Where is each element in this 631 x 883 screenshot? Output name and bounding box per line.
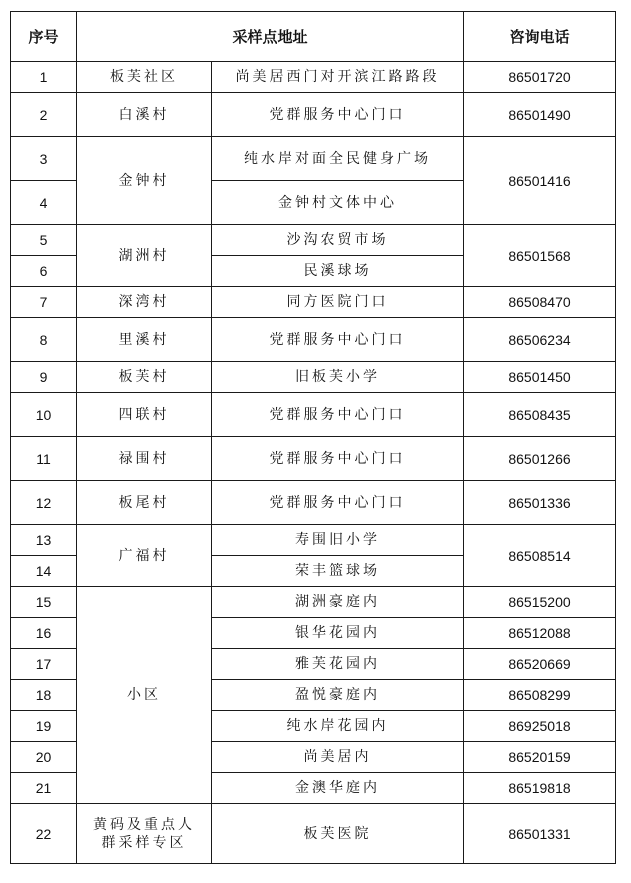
row-no: 15 <box>11 587 77 618</box>
row-phone: 86506234 <box>464 318 616 362</box>
row-site: 湖洲豪庭内 <box>212 587 464 618</box>
row-phone: 86508470 <box>464 287 616 318</box>
row-phone: 86519818 <box>464 773 616 804</box>
row-no: 20 <box>11 742 77 773</box>
row-site: 尚美居西门对开滨江路路段 <box>212 62 464 93</box>
row-site: 旧板芙小学 <box>212 362 464 393</box>
row-place: 板芙村 <box>77 362 212 393</box>
row-site: 寿围旧小学 <box>212 525 464 556</box>
row-no: 9 <box>11 362 77 393</box>
row-phone: 86508514 <box>464 525 616 587</box>
row-site: 党群服务中心门口 <box>212 393 464 437</box>
table-row <box>11 804 616 864</box>
row-no: 6 <box>11 256 77 287</box>
row-place: 禄围村 <box>77 437 212 481</box>
row-place: 广福村 <box>77 525 212 587</box>
row-no: 21 <box>11 773 77 804</box>
row-phone: 86508435 <box>464 393 616 437</box>
row-site: 纯水岸花园内 <box>212 711 464 742</box>
row-no: 13 <box>11 525 77 556</box>
row-place: 白溪村 <box>77 93 212 137</box>
row-site: 同方医院门口 <box>212 287 464 318</box>
row-no: 14 <box>11 556 77 587</box>
row-no: 3 <box>11 137 77 181</box>
header-phone: 咨询电话 <box>464 12 616 62</box>
row-no: 4 <box>11 181 77 225</box>
table-header-row <box>11 12 616 62</box>
row-phone: 86520669 <box>464 649 616 680</box>
row-phone: 86515200 <box>464 587 616 618</box>
table-row <box>11 393 616 437</box>
row-site: 纯水岸对面全民健身广场 <box>212 137 464 181</box>
table-row <box>11 137 616 181</box>
table-row <box>11 525 616 556</box>
table-row <box>11 362 616 393</box>
row-place: 小区 <box>77 587 212 804</box>
row-site: 银华花园内 <box>212 618 464 649</box>
row-site: 沙沟农贸市场 <box>212 225 464 256</box>
table-row <box>11 587 616 618</box>
row-place: 四联村 <box>77 393 212 437</box>
row-phone: 86501490 <box>464 93 616 137</box>
table-row <box>11 62 616 93</box>
row-phone: 86925018 <box>464 711 616 742</box>
row-no: 5 <box>11 225 77 256</box>
row-place: 里溪村 <box>77 318 212 362</box>
table-row <box>11 225 616 256</box>
row-phone: 86501450 <box>464 362 616 393</box>
row-phone: 86512088 <box>464 618 616 649</box>
row-no: 18 <box>11 680 77 711</box>
row-site: 民溪球场 <box>212 256 464 287</box>
row-no: 16 <box>11 618 77 649</box>
row-place-line: 群采样专区 <box>101 834 187 851</box>
row-no: 22 <box>11 804 77 864</box>
table-row <box>11 93 616 137</box>
table-row <box>11 318 616 362</box>
row-no: 11 <box>11 437 77 481</box>
row-site: 党群服务中心门口 <box>212 318 464 362</box>
row-no: 7 <box>11 287 77 318</box>
row-site: 党群服务中心门口 <box>212 93 464 137</box>
sampling-sites-table <box>10 11 616 864</box>
row-phone: 86501416 <box>464 137 616 225</box>
row-site: 盈悦豪庭内 <box>212 680 464 711</box>
row-place: 金钟村 <box>77 137 212 225</box>
row-phone: 86508299 <box>464 680 616 711</box>
row-place: 板尾村 <box>77 481 212 525</box>
row-site: 党群服务中心门口 <box>212 437 464 481</box>
row-site: 雅芙花园内 <box>212 649 464 680</box>
row-place <box>77 804 212 864</box>
row-no: 19 <box>11 711 77 742</box>
row-site: 荣丰篮球场 <box>212 556 464 587</box>
row-site: 尚美居内 <box>212 742 464 773</box>
table-row <box>11 437 616 481</box>
row-phone: 86501336 <box>464 481 616 525</box>
row-phone: 86501720 <box>464 62 616 93</box>
table-row <box>11 481 616 525</box>
row-place: 深湾村 <box>77 287 212 318</box>
row-place-line: 黄码及重点人 <box>93 816 195 833</box>
row-place: 板芙社区 <box>77 62 212 93</box>
row-site: 金澳华庭内 <box>212 773 464 804</box>
row-phone: 86501568 <box>464 225 616 287</box>
row-no: 10 <box>11 393 77 437</box>
row-phone: 86520159 <box>464 742 616 773</box>
row-site: 板芙医院 <box>212 804 464 864</box>
row-phone: 86501266 <box>464 437 616 481</box>
row-phone: 86501331 <box>464 804 616 864</box>
row-no: 12 <box>11 481 77 525</box>
row-no: 8 <box>11 318 77 362</box>
header-no: 序号 <box>11 12 77 62</box>
row-no: 2 <box>11 93 77 137</box>
row-site: 党群服务中心门口 <box>212 481 464 525</box>
row-site: 金钟村文体中心 <box>212 181 464 225</box>
row-place: 湖洲村 <box>77 225 212 287</box>
row-no: 17 <box>11 649 77 680</box>
header-address: 采样点地址 <box>77 12 464 62</box>
table-row <box>11 287 616 318</box>
row-no: 1 <box>11 62 77 93</box>
